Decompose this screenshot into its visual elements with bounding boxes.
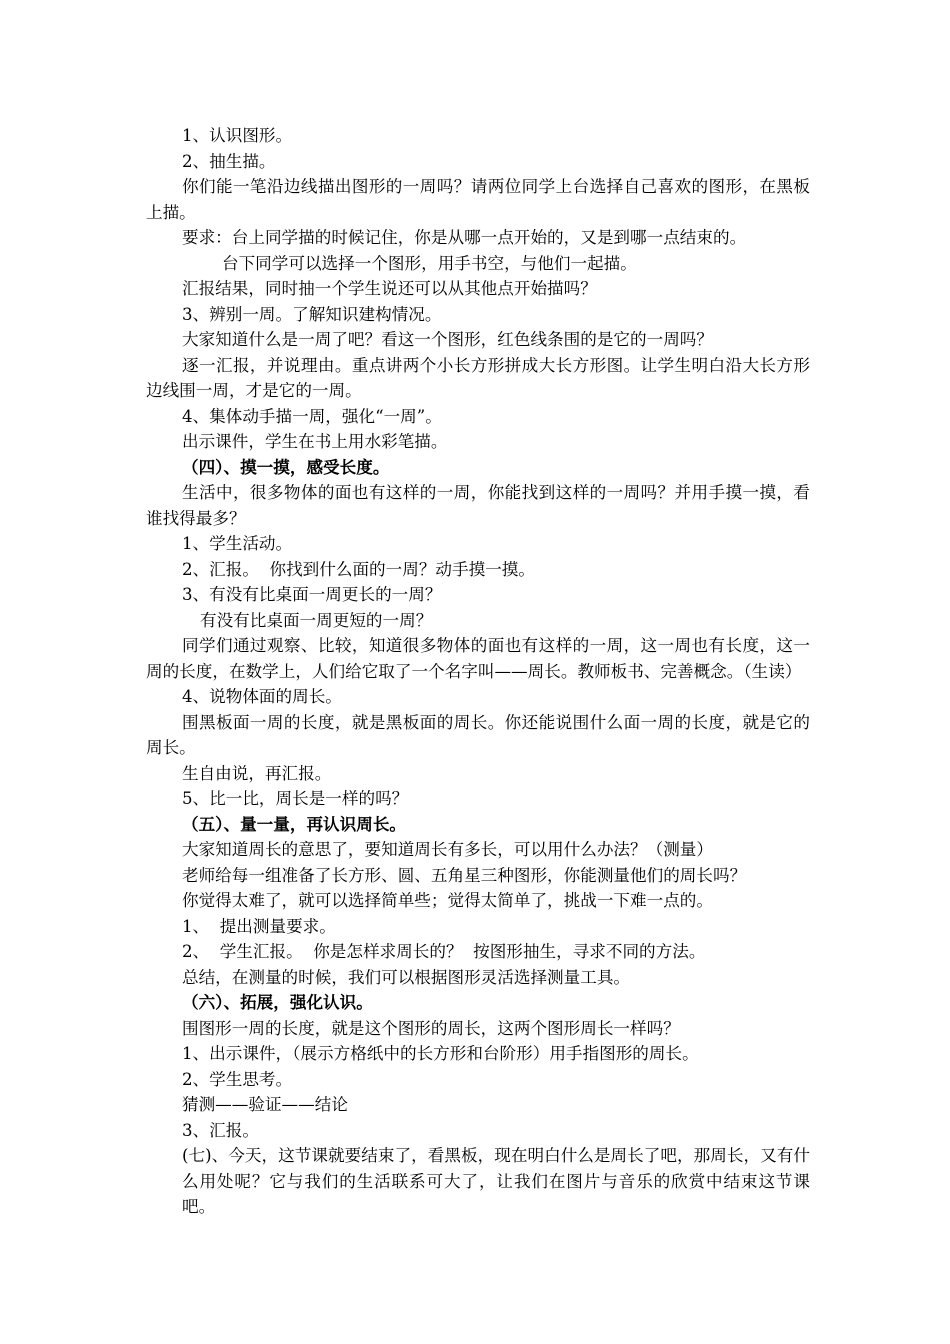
paragraph-4: 要求：台上同学描的时候记住，你是从哪一点开始的，又是到哪一点结束的。 bbox=[182, 228, 747, 247]
paragraph-10: 4、集体动手描一周，强化“一周”。 bbox=[182, 406, 442, 426]
paragraph-24: 大家知道周长的意思了，要知道周长有多长，可以用什么办法？（测量） bbox=[182, 840, 713, 859]
paragraph-7: 3、辨别一周。了解知识建构情况。 bbox=[182, 304, 442, 324]
paragraph-36: (七)、今天，这节课就要结束了，看黑板，现在明白什么是周长了吧，那周长，又有什么用处呢？它与我们的生活联系可大了，让我们在图片与音乐的欣赏中结束这节课吧。 bbox=[182, 1146, 810, 1216]
paragraph-16: 3、有没有比桌面一周更长的一周？ bbox=[182, 585, 442, 604]
paragraph-19: 4、说物体面的周长。 bbox=[182, 687, 342, 706]
paragraph-15: 2、汇报。 你找到什么面的一周？动手摸一摸。 bbox=[182, 559, 535, 579]
paragraph-2: 2、抽生描。 bbox=[182, 151, 276, 171]
paragraph-21: 生自由说，再汇报。 bbox=[182, 763, 332, 783]
paragraph-22: 5、比一比，周长是一样的吗？ bbox=[182, 789, 409, 808]
document-body bbox=[146, 123, 810, 1220]
paragraph-32: 1、出示课件，（展示方格纸中的长方形和台阶形）用手指图形的周长。 bbox=[182, 1044, 699, 1063]
paragraph-31: 围图形一周的长度，就是这个图形的周长，这两个图形周长一样吗？ bbox=[182, 1018, 680, 1038]
paragraph-18: 同学们通过观察、比较，知道很多物体的面也有这样的一周，这一周也有长度，这一周的长度，在数学上，人们给它取了一个名字叫——周长。教师板书、完善概念。（生读） bbox=[146, 636, 810, 681]
paragraph-26: 你觉得太难了，就可以选择简单些；觉得太简单了，挑战一下难一点的。 bbox=[182, 891, 713, 910]
paragraph-9: 逐一汇报，并说理由。重点讲两个小长方形拼成大长方形图。让学生明白沿大长方形边线围一周，才是它的一周。 bbox=[146, 355, 810, 400]
paragraph-29: 总结，在测量的时候，我们可以根据图形灵活选择测量工具。 bbox=[182, 967, 631, 987]
paragraph-34: 猜测——验证——结论 bbox=[182, 1095, 348, 1114]
paragraph-3: 你们能一笔沿边线描出图形的一周吗？请两位同学上台选择自己喜欢的图形，在黑板上描。 bbox=[146, 177, 810, 222]
paragraph-35: 3、汇报。 bbox=[182, 1120, 259, 1140]
section-heading-6: （六）、拓展，强化认识。 bbox=[182, 992, 373, 1012]
paragraph-5: 台下同学可以选择一个图形，用手书空，与他们一起描。 bbox=[222, 253, 637, 273]
paragraph-8: 大家知道什么是一周了吧？看这一个图形，红色线条围的是它的一周吗？ bbox=[182, 330, 713, 349]
paragraph-6: 汇报结果，同时抽一个学生说还可以从其他点开始描吗？ bbox=[182, 279, 597, 298]
section-heading-5: （五）、量一量，再认识周长。 bbox=[182, 813, 407, 834]
paragraph-33: 2、学生思考。 bbox=[182, 1069, 293, 1089]
paragraph-28: 2、 学生汇报。 你是怎样求周长的？ 按图形抽生，寻求不同的方法。 bbox=[182, 942, 706, 961]
paragraph-27: 1、 提出测量要求。 bbox=[182, 916, 336, 936]
paragraph-13: 生活中，很多物体的面也有这样的一周，你能找到这样的一周吗？并用手摸一摸，看谁找得最多？ bbox=[146, 483, 810, 528]
paragraph-17: 有没有比桌面一周更短的一周？ bbox=[200, 610, 433, 630]
section-heading-4: （四）、摸一摸，感受长度。 bbox=[182, 456, 390, 477]
paragraph-14: 1、学生活动。 bbox=[182, 534, 293, 553]
paragraph-11: 出示课件，学生在书上用水彩笔描。 bbox=[182, 432, 448, 451]
paragraph-20: 围黑板面一周的长度，就是黑板面的周长。你还能说围什么面一周的长度，就是它的周长。 bbox=[146, 712, 810, 757]
paragraph-25: 老师给每一组准备了长方形、圆、五角星三种图形，你能测量他们的周长吗？ bbox=[182, 865, 747, 885]
paragraph-1: 1、认识图形。 bbox=[182, 126, 293, 145]
